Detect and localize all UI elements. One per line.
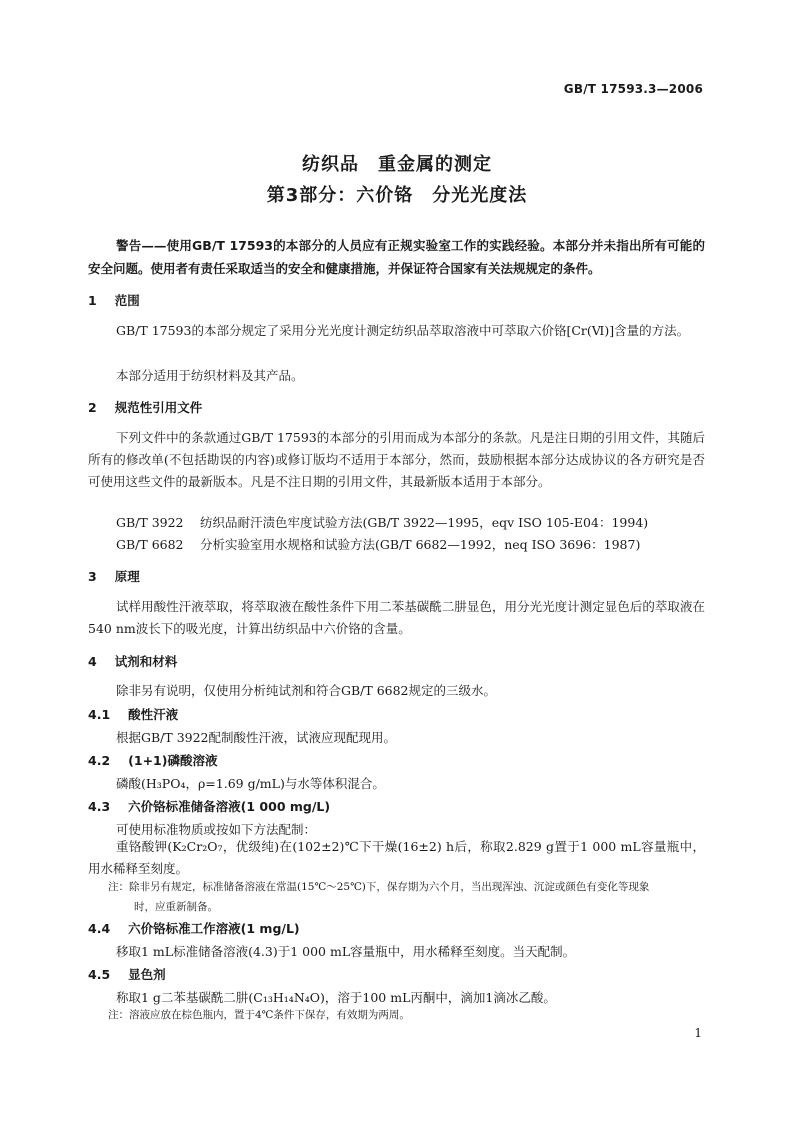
- subsection-title: 显色剂: [128, 967, 166, 982]
- section-number: 3: [88, 569, 97, 584]
- subsection-number: 4.3: [88, 799, 111, 814]
- document-subtitle: 第3部分：六价铬 分光光度法: [266, 185, 528, 206]
- reference-item: [116, 536, 640, 554]
- reference-title: 纺织品耐汗渍色牢度试验方法(GB/T 3922—1995，eqv ISO 105-E04：1994): [200, 515, 649, 530]
- section-1-scope-note: 本部分适用于纺织材料及其产品。: [116, 368, 304, 383]
- reference-code: GB/T 3922: [116, 515, 184, 530]
- section-4-paragraph: 除非另有说明，仅使用分析纯试剂和符合GB/T 6682规定的三级水。: [116, 683, 497, 698]
- section-title: 试剂和材料: [114, 654, 178, 669]
- subsection-4-3-text: 可使用标准物质或按如下方法配制：: [116, 822, 317, 837]
- subsection-title: 酸性汗液: [128, 707, 179, 722]
- section-2-paragraph: 下列文件中的条款通过GB/T 17593的本部分的引用而成为本部分的条款。凡是注日期的引用文件，其随后所有的修改单(不包括勘误的内容)或修订版均不适用于本部分，然而，鼓励根据本部分达成协议的各方研究是否可使用这些文件的最新版本。凡是不注日期的引用文件，其最新版本适用于本部分。: [88, 430, 705, 489]
- reference-title: 分析实验室用水规格和试验方法(GB/T 6682—1992，neq ISO 3696：1987): [200, 537, 641, 552]
- subsection-4-1-text: 根据GB/T 3922配制酸性汗液，试液应现配现用。: [116, 730, 397, 745]
- section-2-heading: [88, 399, 202, 417]
- subsection-4-3-procedure: 重铬酸钾(K₂Cr₂O₇，优级纯)在(102±2)℃下干燥(16±2) h后，称取2.829 g置于1 000 mL容量瓶中，用水稀释至刻度。: [88, 839, 705, 876]
- note-line: 时，应重新制备。: [134, 901, 218, 913]
- section-number: 1: [88, 293, 97, 308]
- subsection-4-4-text: 移取1 mL标准储备溶液(4.3)于1 000 mL容量瓶中，用水稀释至刻度。当天配制。: [116, 944, 576, 959]
- section-4-heading: [88, 653, 177, 671]
- subsection-4-5-heading: [88, 966, 166, 984]
- note-line: 注：溶液应放在棕色瓶内，置于4℃条件下保存，有效期为两周。: [108, 1009, 410, 1021]
- subsection-number: 4.5: [88, 967, 111, 982]
- subsection-title: 六价铬标准工作溶液(1 mg/L): [128, 921, 300, 936]
- subsection-4-1-heading: [88, 706, 178, 724]
- standard-code: GB/T 17593.3—2006: [563, 82, 703, 96]
- subsection-4-2-heading: [88, 752, 217, 770]
- section-title: 原理: [114, 569, 140, 584]
- section-1-heading: [88, 292, 140, 310]
- reference-item: [116, 514, 648, 532]
- section-title: 规范性引用文件: [114, 400, 203, 415]
- section-3-heading: [88, 568, 140, 586]
- document-title: 纺织品 重金属的测定: [302, 154, 492, 175]
- subsection-4-3-heading: [88, 798, 330, 816]
- subsection-title: (1+1)磷酸溶液: [128, 753, 218, 768]
- subsection-number: 4.4: [88, 921, 111, 936]
- section-number: 4: [88, 654, 97, 669]
- page-number: 1: [694, 1026, 702, 1040]
- subsection-4-5-note: [108, 1005, 708, 1025]
- subsection-number: 4.2: [88, 753, 111, 768]
- section-1-paragraph: GB/T 17593的本部分规定了采用分光光度计测定纺织品萃取溶液中可萃取六价铬[Cr(Ⅵ)]含量的方法。: [116, 323, 690, 338]
- subsection-title: 六价铬标准储备溶液(1 000 mg/L): [128, 799, 331, 814]
- note-line: 注：除非另有规定，标准储备溶液在常温(15℃～25℃)下，保存期为六个月，当出现浑浊、沉淀或颜色有变化等现象: [108, 881, 650, 893]
- subsection-4-5-text: 称取1 g二苯基碳酰二肼(C₁₃H₁₄N₄O)，溶于100 mL丙酮中，滴加1滴冰乙酸。: [116, 990, 556, 1005]
- section-3-paragraph: 试样用酸性汗液萃取，将萃取液在酸性条件下用二苯基碳酰二肼显色，用分光光度计测定显色后的萃取液在540 nm波长下的吸光度，计算出纺织品中六价铬的含量。: [88, 599, 705, 636]
- warning-paragraph: 警告——使用GB/T 17593的本部分的人员应有正规实验室工作的实践经验。本部分并未指出所有可能的安全问题。使用者有责任采取适当的安全和健康措施，并保证符合国家有关法规规定的条件。: [88, 238, 705, 276]
- subsection-4-2-text: 磷酸(H₃PO₄，ρ=1.69 g/mL)与水等体积混合。: [116, 776, 385, 791]
- subsection-4-4-heading: [88, 920, 300, 938]
- subsection-number: 4.1: [88, 707, 111, 722]
- section-title: 范围: [114, 293, 140, 308]
- subsection-4-3-note: [108, 877, 708, 917]
- reference-code: GB/T 6682: [116, 537, 184, 552]
- section-number: 2: [88, 400, 97, 415]
